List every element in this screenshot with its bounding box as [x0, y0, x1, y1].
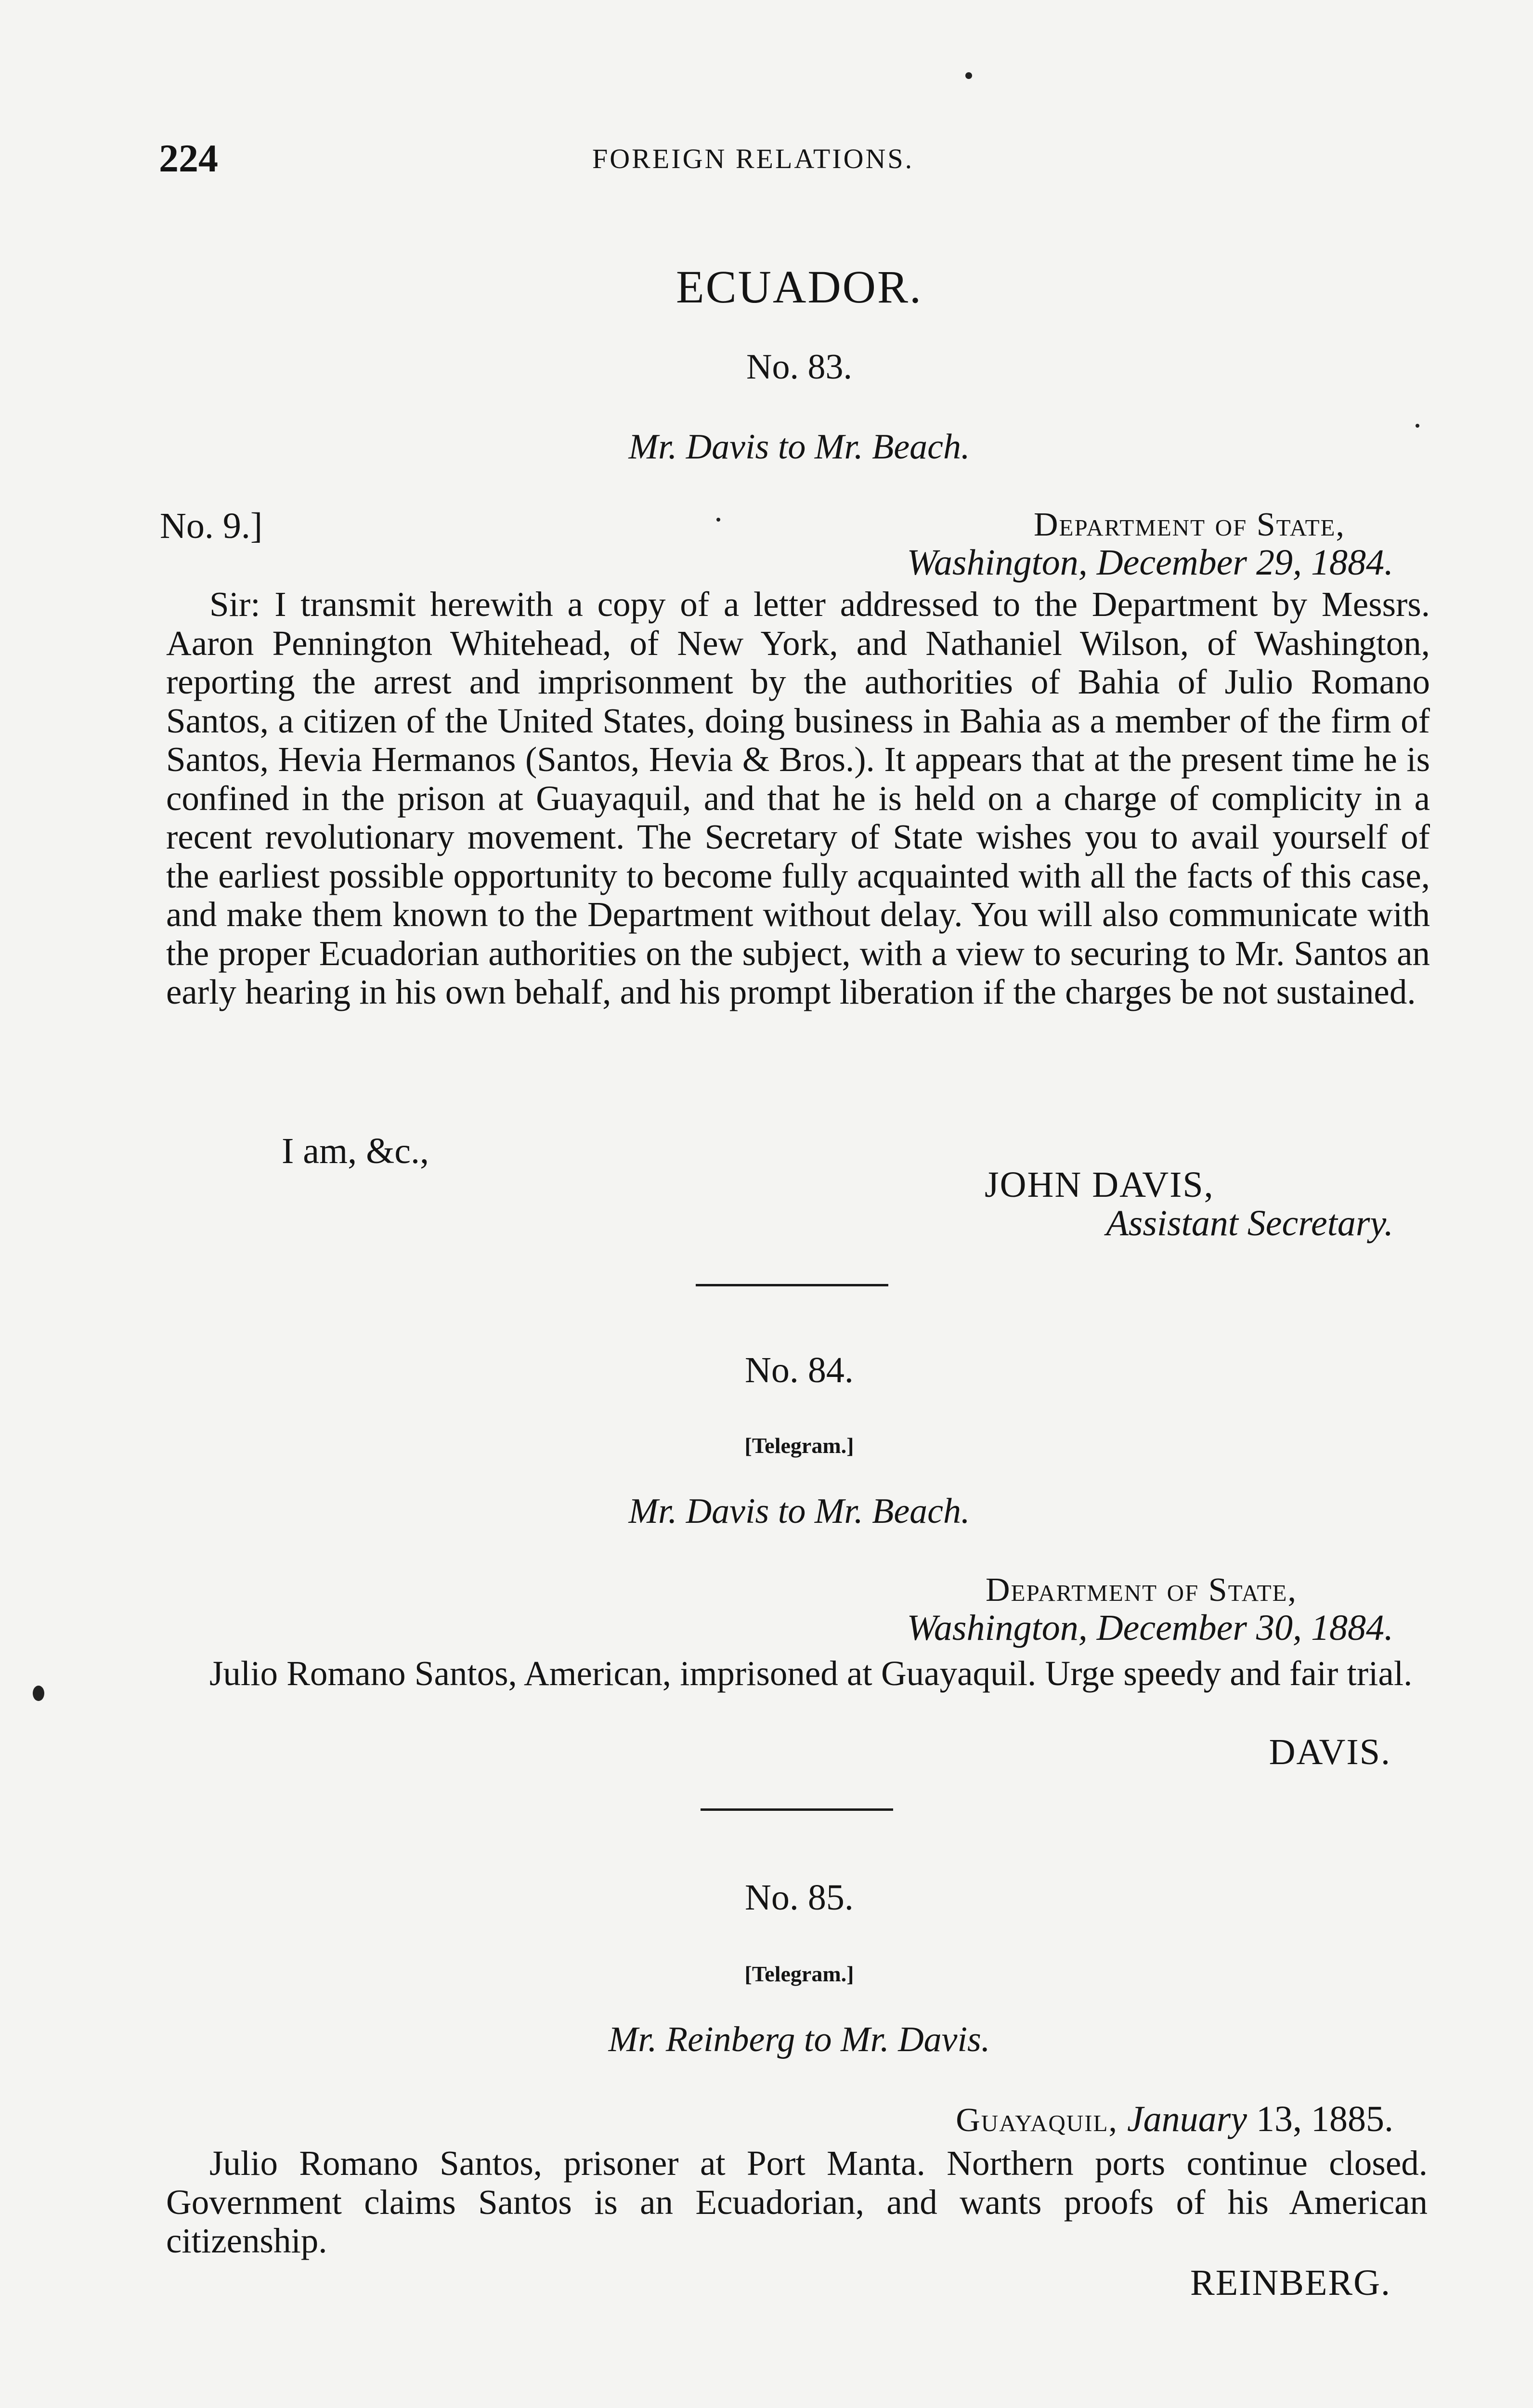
doc-85-heading: Mr. Reinberg to Mr. Davis.	[608, 2020, 990, 2059]
doc-84-signature: DAVIS.	[1269, 1732, 1391, 1772]
running-title: FOREIGN RELATIONS.	[592, 143, 914, 174]
doc-83-body: Sir: I transmit herewith a copy of a letter addressed to the Department by Messrs. Aaron Pennington Whitehead, of New York, and Nathaniel Wilson, of Washington, reporting the arrest and imprisonment by the authorities of Bahia of Julio Romano Santos, a citizen of the United States, doing business in Bahia as a member of the firm of Santos, Hevia Hermanos (Santos, Hevia & Bros.). It appears that at the present time he is confined in the prison at Guayaquil, and that he is held on a charge of complicity in a recent revolutionary movement. The Secretary of State wishes you to avail yourself of the earliest possible opportunity to become fully acquainted with all the facts of this case, and make them known to the Department without delay. You will also communicate with the proper Ecuadorian authorities on the subject, with a view to securing to Mr. Santos an early hearing in his own behalf, and his prompt liberation if the charges be not sustained.	[166, 585, 1430, 1011]
doc-85-type: [Telegram.]	[744, 1962, 854, 1986]
section-divider	[696, 1284, 888, 1286]
doc-85-body: Julio Romano Santos, prisoner at Port Manta. Northern ports continue closed. Government claims Santos is an Ecuadorian, and wants proofs of his American citizenship.	[166, 2144, 1428, 2260]
section-divider	[701, 1808, 893, 1811]
doc-84-place-date: Washington, December 30, 1884.	[907, 1608, 1393, 1648]
doc-83-ref-number: No. 9.]	[160, 506, 263, 546]
scan-speck	[33, 1686, 44, 1701]
doc-85-place-date: Guayaquil, January 13, 1885.	[956, 2099, 1393, 2139]
doc-84-body: Julio Romano Santos, American, imprisoned at Guayaquil. Urge speedy and fair trial.	[209, 1654, 1413, 1693]
doc-85-signature: REINBERG.	[1190, 2263, 1391, 2303]
section-title: ECUADOR.	[676, 261, 922, 313]
doc-84-type: [Telegram.]	[744, 1433, 854, 1458]
scan-speck	[1416, 424, 1419, 428]
doc-83-origin: Department of State,	[1033, 506, 1345, 543]
scan-speck	[716, 518, 720, 522]
doc-83-closing: I am, &c.,	[282, 1131, 429, 1171]
doc-84-number: No. 84.	[745, 1350, 854, 1390]
doc-83-signature-title: Assistant Secretary.	[1106, 1203, 1393, 1243]
running-head	[159, 136, 987, 184]
doc-85-number: No. 85.	[745, 1877, 854, 1918]
doc-83-heading: Mr. Davis to Mr. Beach.	[628, 427, 970, 467]
scan-speck	[965, 72, 972, 79]
doc-83-signature: JOHN DAVIS,	[985, 1165, 1214, 1205]
doc-83-number: No. 83.	[746, 347, 852, 387]
page-number: 224	[159, 136, 218, 180]
doc-83-place-date: Washington, December 29, 1884.	[907, 542, 1393, 583]
doc-84-heading: Mr. Davis to Mr. Beach.	[628, 1492, 970, 1531]
doc-84-origin: Department of State,	[985, 1571, 1297, 1609]
